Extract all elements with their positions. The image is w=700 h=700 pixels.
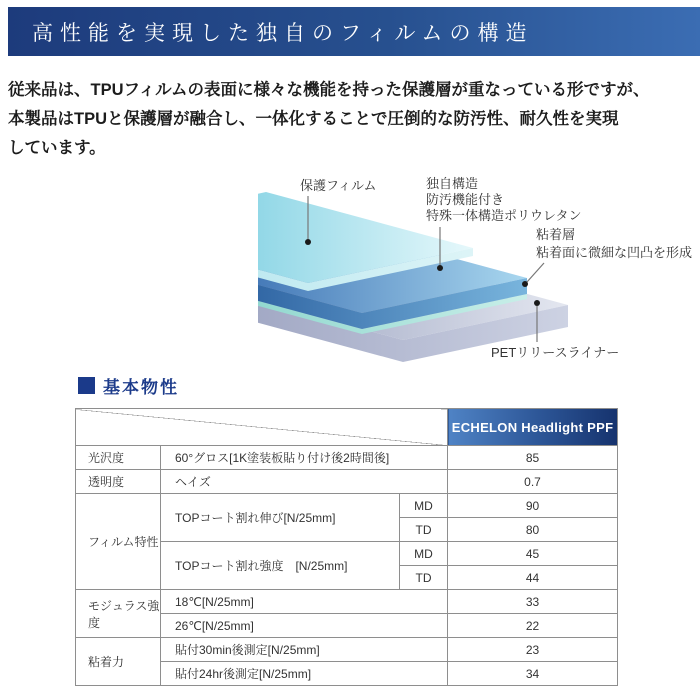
cell-value: 45 xyxy=(448,542,618,566)
intro-line: 本製品はTPUと保護層が融合し、一体化することで圧倒的な防汚性、耐久性を実現 xyxy=(8,110,619,128)
cell-item: 貼付30min後測定[N/25mm] xyxy=(161,638,448,662)
cell-item: 60°グロス[1K塗装板貼り付け後2時間後] xyxy=(161,446,448,470)
cell-category: 透明度 xyxy=(76,470,161,494)
cell-value: 22 xyxy=(448,614,618,638)
header-banner xyxy=(8,7,700,56)
label-line: 粘着層 xyxy=(536,227,576,242)
section-title-text: 基本物性 xyxy=(103,378,179,397)
label-line: 防汚機能付き xyxy=(426,192,505,207)
cell-value: 85 xyxy=(448,446,618,470)
cell-item: 貼付24hr後測定[N/25mm] xyxy=(161,662,448,686)
basic-properties-table xyxy=(75,408,618,686)
table-header-row xyxy=(76,409,618,446)
label-unique-structure xyxy=(426,176,581,224)
table-corner-cell xyxy=(76,409,448,446)
label-line: 独自構造 xyxy=(426,176,479,191)
cell-item: TOPコート割れ伸び[N/25mm] xyxy=(161,494,400,542)
cell-category: 粘着力 xyxy=(76,638,161,686)
label-adhesive-layer xyxy=(536,226,692,262)
cell-category: フィルム特性 xyxy=(76,494,161,590)
cell-item: 26℃[N/25mm] xyxy=(161,614,448,638)
intro-line: しています。 xyxy=(8,139,106,157)
intro-paragraph xyxy=(8,76,650,163)
cell-category: モジュラス強度 xyxy=(76,590,161,638)
cell-value: 0.7 xyxy=(448,470,618,494)
cell-category: 光沢度 xyxy=(76,446,161,470)
cell-value: 34 xyxy=(448,662,618,686)
cell-value: 90 xyxy=(448,494,618,518)
cell-value: 44 xyxy=(448,566,618,590)
table-row xyxy=(76,470,618,494)
intro-line: 従来品は、TPUフィルムの表面に様々な機能を持った保護層が重なっている形ですが、 xyxy=(8,81,650,99)
square-bullet-icon xyxy=(78,377,95,394)
cell-value: 80 xyxy=(448,518,618,542)
cell-direction: TD xyxy=(400,518,448,542)
page-title: 高性能を実現した独自のフィルムの構造 xyxy=(32,20,534,45)
section-title-basic-properties xyxy=(78,373,179,398)
cell-direction: MD xyxy=(400,494,448,518)
cell-item: 18℃[N/25mm] xyxy=(161,590,448,614)
table-row xyxy=(76,494,618,518)
cell-item: ヘイズ xyxy=(161,470,448,494)
label-pet-release-liner: PETリリースライナー xyxy=(491,345,620,360)
label-line: 特殊一体構造ポリウレタン xyxy=(426,208,582,223)
cell-value: 23 xyxy=(448,638,618,662)
cell-direction: MD xyxy=(400,542,448,566)
cell-direction: TD xyxy=(400,566,448,590)
label-protective-film: 保護フィルム xyxy=(300,178,377,193)
table-row xyxy=(76,590,618,614)
cell-value: 33 xyxy=(448,590,618,614)
label-line: 粘着面に微細な凹凸を形成 xyxy=(536,245,693,260)
product-column-header: ECHELON Headlight PPF xyxy=(448,409,618,446)
table-row xyxy=(76,446,618,470)
table-row xyxy=(76,638,618,662)
cell-item: TOPコート割れ強度 [N/25mm] xyxy=(161,542,400,590)
